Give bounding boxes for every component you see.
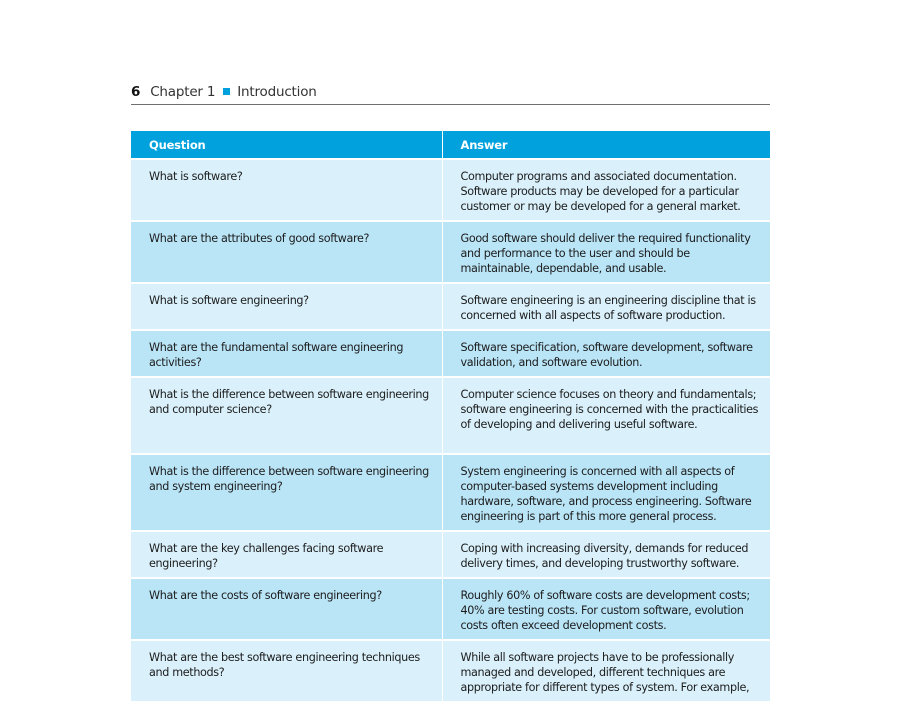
question-cell: What is software engineering? [131,283,442,330]
answer-cell: Computer science focuses on theory and fundamentals; software engineering is concerned with the practicalities of developing and delivering useful software. [442,377,770,454]
header-rule [131,104,770,105]
answer-cell: Software engineering is an engineering discipline that is concerned with all aspects of software production. [442,283,770,330]
table-row [131,283,770,330]
table-row [131,159,770,221]
table-body [131,159,770,701]
table-header-row [131,131,770,159]
answer-cell: Software specification, software development, software validation, and software evolution. [442,330,770,377]
answer-cell: Roughly 60% of software costs are development costs; 40% are testing costs. For custom software, evolution costs often exceed development costs. [442,578,770,640]
answer-cell: Computer programs and associated documentation. Software products may be developed for a particular customer or may be developed for a general market. [442,159,770,221]
table-row [131,330,770,377]
answer-cell: While all software projects have to be professionally managed and developed, different techniques are appropriate for different types of system. For example, [442,640,770,701]
question-cell: What are the best software engineering techniques and methods? [131,640,442,701]
table-row [131,640,770,701]
table-row [131,531,770,578]
column-header-answer: Answer [442,131,770,159]
chapter-title: Introduction [237,84,317,100]
question-cell: What is software? [131,159,442,221]
answer-cell: Coping with increasing diversity, demands for reduced delivery times, and developing trustworthy software. [442,531,770,578]
question-cell: What are the key challenges facing software engineering? [131,531,442,578]
question-cell: What are the costs of software engineering? [131,578,442,640]
answer-cell: System engineering is concerned with all aspects of computer-based systems development including hardware, software, and process engineering. Software engineering is part of this more general process. [442,454,770,531]
table-row [131,454,770,531]
page-number: 6 [131,84,141,100]
running-head [131,84,770,104]
table-row [131,221,770,283]
question-cell: What is the difference between software engineering and computer science? [131,377,442,454]
table-row [131,377,770,454]
answer-cell: Good software should deliver the required functionality and performance to the user and should be maintainable, dependable, and usable. [442,221,770,283]
column-header-question: Question [131,131,442,159]
table-row [131,578,770,640]
question-cell: What are the attributes of good software? [131,221,442,283]
question-cell: What is the difference between software engineering and system engineering? [131,454,442,531]
square-bullet-icon [223,88,230,95]
faq-table [131,131,770,701]
chapter-label: Chapter 1 [150,84,216,100]
question-cell: What are the fundamental software engineering activities? [131,330,442,377]
